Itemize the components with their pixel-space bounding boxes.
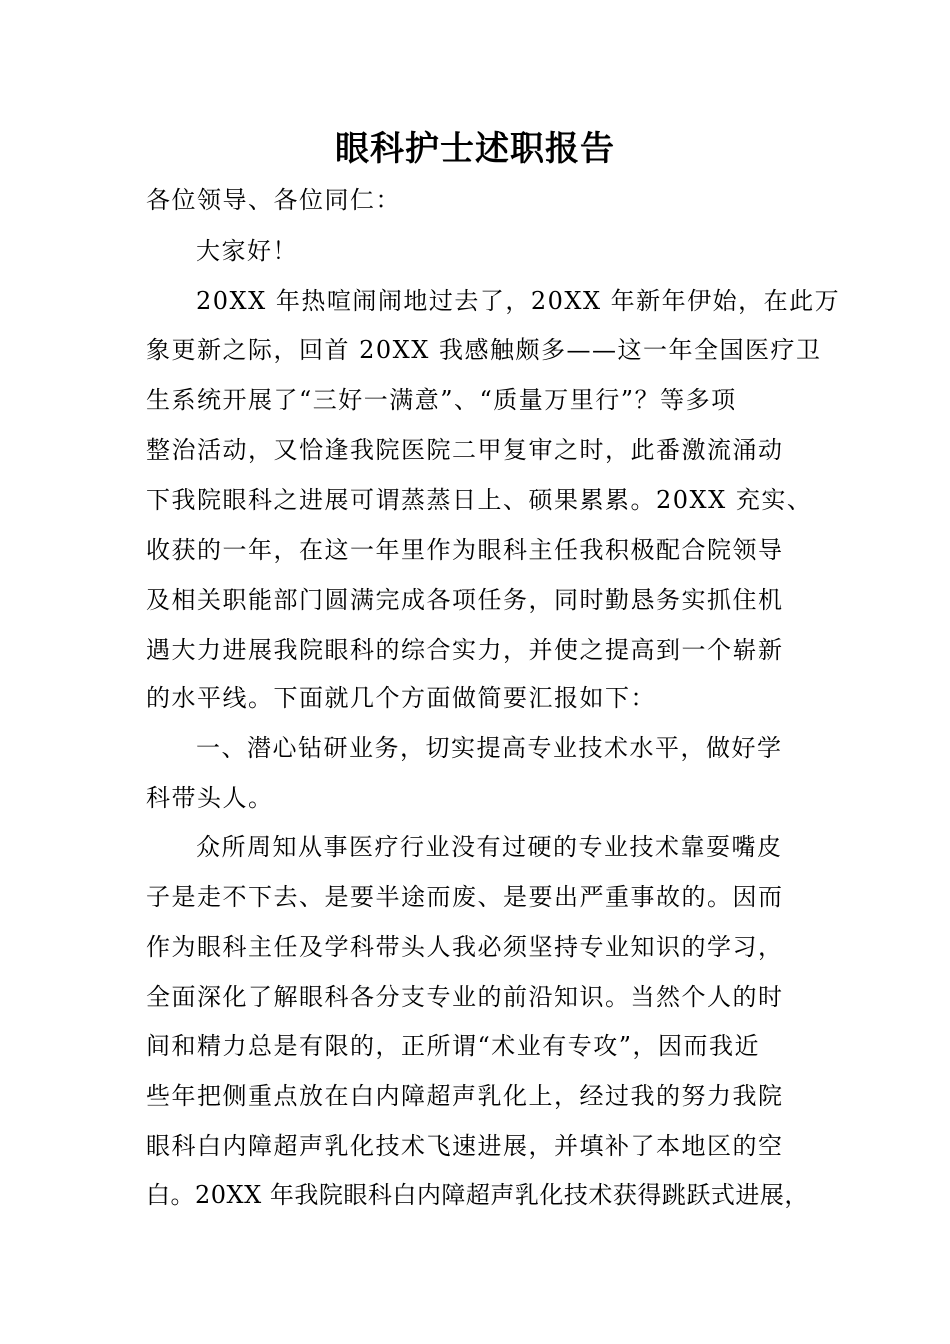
body-line: 的水平线。下面就几个方面做简要汇报如下： — [146, 684, 656, 712]
body-line: 生系统开展了“三好一满意”、“质量万里行”？等多项 — [146, 386, 737, 414]
body-line: 及相关职能部门圆满完成各项任务，同时勤恳务实抓住机 — [146, 586, 784, 614]
body-line: 眼科白内障超声乳化技术飞速进展，并填补了本地区的空 — [146, 1132, 784, 1160]
body-line: 20XX 年热喧闹闹地过去了，20XX 年新年伊始，在此万 — [196, 287, 841, 315]
body-line: 全面深化了解眼科各分支专业的前沿知识。当然个人的时 — [146, 983, 784, 1011]
body-line: 整治活动，又恰逢我院医院二甲复审之时，此番激流涌动 — [146, 436, 784, 464]
document-title: 眼科护士述职报告 — [335, 129, 615, 169]
body-line: 些年把侧重点放在白内障超声乳化上，经过我的努力我院 — [146, 1082, 784, 1110]
body-line: 遇大力进展我院眼科的综合实力，并使之提高到一个崭新 — [146, 636, 784, 664]
body-line: 象更新之际，回首 20XX 我感触颇多——这一年全国医疗卫 — [146, 336, 822, 364]
salutation-line: 各位领导、各位同仁： — [146, 186, 401, 214]
body-line: 白。20XX 年我院眼科白内障超声乳化技术获得跳跃式进展， — [146, 1181, 809, 1209]
body-line: 子是走不下去、是要半途而废、是要出严重事故的。因而 — [146, 883, 784, 911]
body-line: 作为眼科主任及学科带头人我必须坚持专业知识的学习， — [146, 933, 784, 961]
section-heading-line: 科带头人。 — [146, 784, 274, 812]
body-line: 下我院眼科之进展可谓蒸蒸日上、硕果累累。20XX 充实、 — [146, 486, 813, 514]
body-line: 众所周知从事医疗行业没有过硬的专业技术靠耍嘴皮 — [196, 833, 783, 861]
body-line: 间和精力总是有限的，正所谓“术业有专攻”，因而我近 — [146, 1032, 761, 1060]
body-line: 收获的一年，在这一年里作为眼科主任我积极配合院领导 — [146, 536, 784, 564]
greeting-line: 大家好！ — [196, 237, 298, 265]
section-heading-line: 一、潜心钻研业务，切实提高专业技术水平，做好学 — [196, 734, 783, 762]
